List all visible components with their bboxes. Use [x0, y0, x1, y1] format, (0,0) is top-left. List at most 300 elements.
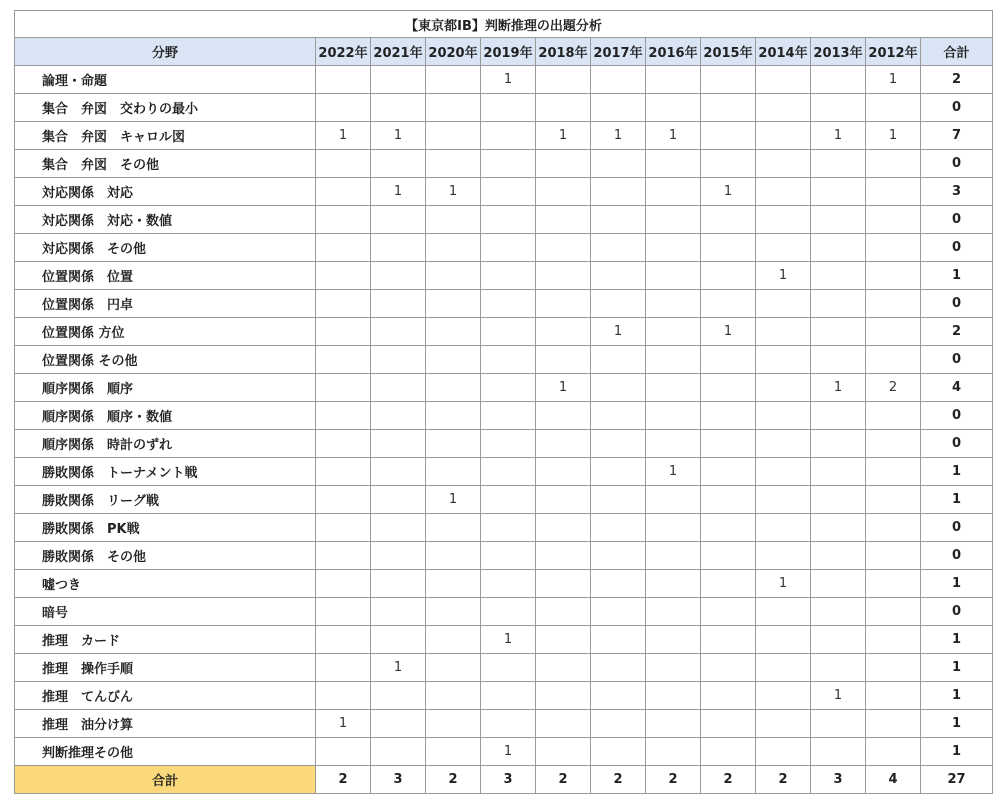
- column-header-year: 2012年: [866, 38, 921, 66]
- row-category-label: 順序関係 順序: [15, 374, 316, 402]
- count-cell: [371, 542, 426, 570]
- count-cell: [866, 262, 921, 290]
- count-cell: [536, 626, 591, 654]
- count-cell: [646, 234, 701, 262]
- table-row: [15, 262, 993, 290]
- table-row: [15, 542, 993, 570]
- count-cell: [756, 402, 811, 430]
- count-cell: [866, 234, 921, 262]
- count-cell: [756, 122, 811, 150]
- row-category-label: 暗号: [15, 598, 316, 626]
- count-cell: [811, 710, 866, 738]
- row-category-label: 集合 弁図 その他: [15, 150, 316, 178]
- count-cell: [371, 570, 426, 598]
- count-cell: [426, 150, 481, 178]
- count-cell: [701, 150, 756, 178]
- count-cell: [591, 94, 646, 122]
- count-cell: [701, 66, 756, 94]
- row-category-label: 集合 弁図 交わりの最小: [15, 94, 316, 122]
- table-row: [15, 654, 993, 682]
- table-row: [15, 290, 993, 318]
- row-total-cell: 0: [921, 514, 993, 542]
- count-cell: [316, 738, 371, 766]
- count-cell: [371, 346, 426, 374]
- count-cell: [371, 94, 426, 122]
- count-cell: [646, 374, 701, 402]
- count-cell: [591, 262, 646, 290]
- count-cell: [591, 66, 646, 94]
- count-cell: [701, 570, 756, 598]
- count-cell: 1: [701, 318, 756, 346]
- count-cell: [811, 458, 866, 486]
- count-cell: [646, 318, 701, 346]
- count-cell: [371, 402, 426, 430]
- count-cell: [426, 206, 481, 234]
- count-cell: [811, 94, 866, 122]
- count-cell: [646, 710, 701, 738]
- count-cell: [316, 402, 371, 430]
- row-total-cell: 0: [921, 542, 993, 570]
- count-cell: [756, 234, 811, 262]
- row-total-cell: 0: [921, 598, 993, 626]
- count-cell: [426, 234, 481, 262]
- count-cell: [591, 514, 646, 542]
- count-cell: [811, 570, 866, 598]
- count-cell: [646, 94, 701, 122]
- row-category-label: 論理・命題: [15, 66, 316, 94]
- count-cell: [811, 402, 866, 430]
- count-cell: [316, 430, 371, 458]
- column-header-year: 2013年: [811, 38, 866, 66]
- row-category-label: 勝敗関係 リーグ戦: [15, 486, 316, 514]
- count-cell: [591, 178, 646, 206]
- count-cell: [481, 94, 536, 122]
- table-row: [15, 206, 993, 234]
- table-row: [15, 626, 993, 654]
- count-cell: [756, 486, 811, 514]
- count-cell: [646, 150, 701, 178]
- count-cell: 1: [536, 122, 591, 150]
- count-cell: [316, 654, 371, 682]
- count-cell: [811, 234, 866, 262]
- year-total-cell: 3: [481, 766, 536, 794]
- count-cell: [866, 654, 921, 682]
- count-cell: [591, 290, 646, 318]
- column-header-year: 2019年: [481, 38, 536, 66]
- count-cell: [701, 94, 756, 122]
- count-cell: [316, 542, 371, 570]
- row-total-cell: 0: [921, 150, 993, 178]
- count-cell: [701, 206, 756, 234]
- count-cell: [811, 486, 866, 514]
- count-cell: [866, 178, 921, 206]
- count-cell: [756, 654, 811, 682]
- count-cell: [536, 290, 591, 318]
- count-cell: [646, 402, 701, 430]
- table-row: [15, 514, 993, 542]
- row-category-label: 推理 油分け算: [15, 710, 316, 738]
- count-cell: 1: [646, 122, 701, 150]
- row-total-cell: 3: [921, 178, 993, 206]
- row-category-label: 推理 操作手順: [15, 654, 316, 682]
- count-cell: [756, 542, 811, 570]
- count-cell: [536, 710, 591, 738]
- count-cell: [426, 66, 481, 94]
- count-cell: [811, 150, 866, 178]
- row-total-cell: 2: [921, 318, 993, 346]
- row-category-label: 位置関係 位置: [15, 262, 316, 290]
- row-total-cell: 4: [921, 374, 993, 402]
- table-row: [15, 234, 993, 262]
- count-cell: [866, 682, 921, 710]
- count-cell: [481, 542, 536, 570]
- column-header-year: 2018年: [536, 38, 591, 66]
- count-cell: [426, 682, 481, 710]
- count-cell: [591, 598, 646, 626]
- count-cell: [646, 598, 701, 626]
- year-total-cell: 2: [426, 766, 481, 794]
- count-cell: 1: [811, 374, 866, 402]
- count-cell: [591, 542, 646, 570]
- count-cell: [316, 290, 371, 318]
- table-row: [15, 374, 993, 402]
- count-cell: [316, 374, 371, 402]
- table-row: [15, 66, 993, 94]
- row-category-label: 対応関係 その他: [15, 234, 316, 262]
- count-cell: [756, 374, 811, 402]
- table-row: [15, 570, 993, 598]
- row-category-label: 順序関係 時計のずれ: [15, 430, 316, 458]
- table-row: [15, 598, 993, 626]
- count-cell: [316, 458, 371, 486]
- count-cell: [701, 682, 756, 710]
- count-cell: 1: [756, 262, 811, 290]
- count-cell: [371, 150, 426, 178]
- count-cell: [426, 94, 481, 122]
- count-cell: [426, 430, 481, 458]
- count-cell: [481, 122, 536, 150]
- count-cell: [316, 598, 371, 626]
- count-cell: [756, 430, 811, 458]
- count-cell: [536, 598, 591, 626]
- count-cell: [701, 402, 756, 430]
- count-cell: [371, 430, 426, 458]
- count-cell: [481, 458, 536, 486]
- count-cell: [646, 542, 701, 570]
- row-category-label: 位置関係 円卓: [15, 290, 316, 318]
- count-cell: [316, 66, 371, 94]
- count-cell: [591, 682, 646, 710]
- count-cell: [316, 346, 371, 374]
- count-cell: [866, 570, 921, 598]
- count-cell: [591, 374, 646, 402]
- count-cell: [426, 290, 481, 318]
- count-cell: [481, 262, 536, 290]
- year-total-cell: 2: [646, 766, 701, 794]
- count-cell: [481, 682, 536, 710]
- count-cell: [756, 346, 811, 374]
- count-cell: [371, 318, 426, 346]
- count-cell: [591, 626, 646, 654]
- year-total-cell: 2: [536, 766, 591, 794]
- count-cell: [536, 542, 591, 570]
- row-total-cell: 1: [921, 570, 993, 598]
- count-cell: [371, 66, 426, 94]
- count-cell: [756, 738, 811, 766]
- count-cell: [756, 206, 811, 234]
- count-cell: 1: [371, 654, 426, 682]
- count-cell: [371, 374, 426, 402]
- count-cell: 1: [866, 122, 921, 150]
- row-category-label: 集合 弁図 キャロル図: [15, 122, 316, 150]
- row-category-label: 勝敗関係 その他: [15, 542, 316, 570]
- count-cell: [371, 710, 426, 738]
- count-cell: [591, 402, 646, 430]
- table-row: [15, 178, 993, 206]
- count-cell: [866, 598, 921, 626]
- column-header-total: 合計: [921, 38, 993, 66]
- row-total-cell: 0: [921, 206, 993, 234]
- count-cell: [536, 570, 591, 598]
- count-cell: [536, 458, 591, 486]
- count-cell: [756, 458, 811, 486]
- count-cell: [426, 346, 481, 374]
- count-cell: [646, 682, 701, 710]
- column-header-category: 分野: [15, 38, 316, 66]
- row-total-cell: 1: [921, 262, 993, 290]
- count-cell: [646, 206, 701, 234]
- count-cell: [426, 318, 481, 346]
- count-cell: [701, 374, 756, 402]
- count-cell: [316, 150, 371, 178]
- count-cell: [481, 234, 536, 262]
- count-cell: [811, 626, 866, 654]
- count-cell: [481, 486, 536, 514]
- count-cell: [316, 486, 371, 514]
- count-cell: 1: [756, 570, 811, 598]
- count-cell: [481, 710, 536, 738]
- row-total-cell: 1: [921, 710, 993, 738]
- count-cell: [591, 710, 646, 738]
- table-row: [15, 682, 993, 710]
- table-row: [15, 150, 993, 178]
- count-cell: [481, 318, 536, 346]
- row-category-label: 嘘つき: [15, 570, 316, 598]
- row-total-cell: 0: [921, 290, 993, 318]
- count-cell: [811, 430, 866, 458]
- header-row: [15, 38, 993, 66]
- count-cell: [866, 542, 921, 570]
- table-row: [15, 122, 993, 150]
- table-row: [15, 346, 993, 374]
- count-cell: [646, 66, 701, 94]
- count-cell: [646, 570, 701, 598]
- count-cell: [371, 458, 426, 486]
- count-cell: [316, 570, 371, 598]
- row-category-label: 判断推理その他: [15, 738, 316, 766]
- row-total-cell: 0: [921, 402, 993, 430]
- count-cell: [811, 654, 866, 682]
- count-cell: [316, 262, 371, 290]
- analysis-table: [14, 10, 993, 794]
- row-category-label: 勝敗関係 トーナメント戦: [15, 458, 316, 486]
- table-row: [15, 738, 993, 766]
- count-cell: [591, 458, 646, 486]
- row-category-label: 推理 てんびん: [15, 682, 316, 710]
- count-cell: [866, 94, 921, 122]
- year-total-cell: 2: [316, 766, 371, 794]
- count-cell: [866, 346, 921, 374]
- row-total-cell: 0: [921, 346, 993, 374]
- count-cell: [866, 486, 921, 514]
- count-cell: [536, 66, 591, 94]
- count-cell: [646, 514, 701, 542]
- count-cell: [756, 178, 811, 206]
- row-category-label: 位置関係 方位: [15, 318, 316, 346]
- row-category-label: 勝敗関係 PK戦: [15, 514, 316, 542]
- table-row: [15, 710, 993, 738]
- count-cell: [536, 738, 591, 766]
- count-cell: [701, 626, 756, 654]
- count-cell: [811, 318, 866, 346]
- count-cell: [701, 514, 756, 542]
- count-cell: [756, 66, 811, 94]
- count-cell: [701, 598, 756, 626]
- count-cell: [866, 430, 921, 458]
- count-cell: [481, 598, 536, 626]
- count-cell: [701, 430, 756, 458]
- analysis-table-container: [14, 10, 993, 794]
- count-cell: [536, 150, 591, 178]
- column-header-year: 2017年: [591, 38, 646, 66]
- count-cell: [866, 402, 921, 430]
- count-cell: [536, 514, 591, 542]
- count-cell: [701, 738, 756, 766]
- count-cell: [316, 94, 371, 122]
- year-total-cell: 2: [756, 766, 811, 794]
- count-cell: [536, 654, 591, 682]
- row-category-label: 順序関係 順序・数値: [15, 402, 316, 430]
- count-cell: [371, 598, 426, 626]
- count-cell: [426, 542, 481, 570]
- count-cell: 2: [866, 374, 921, 402]
- count-cell: [701, 486, 756, 514]
- count-cell: [811, 514, 866, 542]
- count-cell: [316, 234, 371, 262]
- count-cell: [701, 654, 756, 682]
- count-cell: [756, 290, 811, 318]
- count-cell: [371, 234, 426, 262]
- count-cell: [866, 710, 921, 738]
- count-cell: [646, 178, 701, 206]
- table-title: 【東京都ⅠB】判断推理の出題分析: [15, 11, 993, 38]
- count-cell: [811, 346, 866, 374]
- count-cell: 1: [536, 374, 591, 402]
- count-cell: 1: [316, 710, 371, 738]
- count-cell: [481, 150, 536, 178]
- count-cell: [811, 206, 866, 234]
- year-total-cell: 2: [701, 766, 756, 794]
- count-cell: [371, 206, 426, 234]
- year-total-cell: 3: [371, 766, 426, 794]
- count-cell: [646, 262, 701, 290]
- table-row: [15, 402, 993, 430]
- count-cell: [756, 150, 811, 178]
- count-cell: [756, 514, 811, 542]
- count-cell: [811, 738, 866, 766]
- count-cell: 1: [481, 738, 536, 766]
- count-cell: [591, 150, 646, 178]
- row-total-cell: 2: [921, 66, 993, 94]
- row-total-cell: 1: [921, 626, 993, 654]
- count-cell: [811, 290, 866, 318]
- count-cell: [371, 290, 426, 318]
- count-cell: [701, 262, 756, 290]
- table-body: [15, 66, 993, 766]
- column-header-year: 2021年: [371, 38, 426, 66]
- count-cell: 1: [591, 122, 646, 150]
- count-cell: [591, 234, 646, 262]
- count-cell: [481, 290, 536, 318]
- count-cell: [811, 598, 866, 626]
- count-cell: 1: [591, 318, 646, 346]
- count-cell: [866, 626, 921, 654]
- count-cell: [866, 514, 921, 542]
- count-cell: [536, 234, 591, 262]
- count-cell: [701, 290, 756, 318]
- count-cell: [426, 570, 481, 598]
- count-cell: [371, 626, 426, 654]
- count-cell: [756, 682, 811, 710]
- count-cell: 1: [701, 178, 756, 206]
- count-cell: [811, 262, 866, 290]
- count-cell: [426, 626, 481, 654]
- table-row: [15, 94, 993, 122]
- count-cell: [591, 738, 646, 766]
- count-cell: [371, 514, 426, 542]
- count-cell: [481, 346, 536, 374]
- title-row: [15, 11, 993, 38]
- count-cell: [481, 570, 536, 598]
- count-cell: [481, 178, 536, 206]
- count-cell: [756, 626, 811, 654]
- count-cell: [701, 458, 756, 486]
- count-cell: 1: [426, 486, 481, 514]
- count-cell: [536, 262, 591, 290]
- count-cell: [756, 94, 811, 122]
- count-cell: [811, 66, 866, 94]
- count-cell: [701, 346, 756, 374]
- count-cell: [536, 430, 591, 458]
- count-cell: [646, 626, 701, 654]
- count-cell: 1: [646, 458, 701, 486]
- count-cell: 1: [426, 178, 481, 206]
- count-cell: [701, 122, 756, 150]
- count-cell: [316, 626, 371, 654]
- row-category-label: 推理 カード: [15, 626, 316, 654]
- count-cell: [701, 710, 756, 738]
- count-cell: [481, 374, 536, 402]
- totals-label: 合計: [15, 766, 316, 794]
- count-cell: [316, 318, 371, 346]
- table-row: [15, 458, 993, 486]
- year-total-cell: 2: [591, 766, 646, 794]
- count-cell: [536, 318, 591, 346]
- count-cell: 1: [481, 66, 536, 94]
- grand-total-cell: 27: [921, 766, 993, 794]
- count-cell: [316, 206, 371, 234]
- count-cell: [701, 542, 756, 570]
